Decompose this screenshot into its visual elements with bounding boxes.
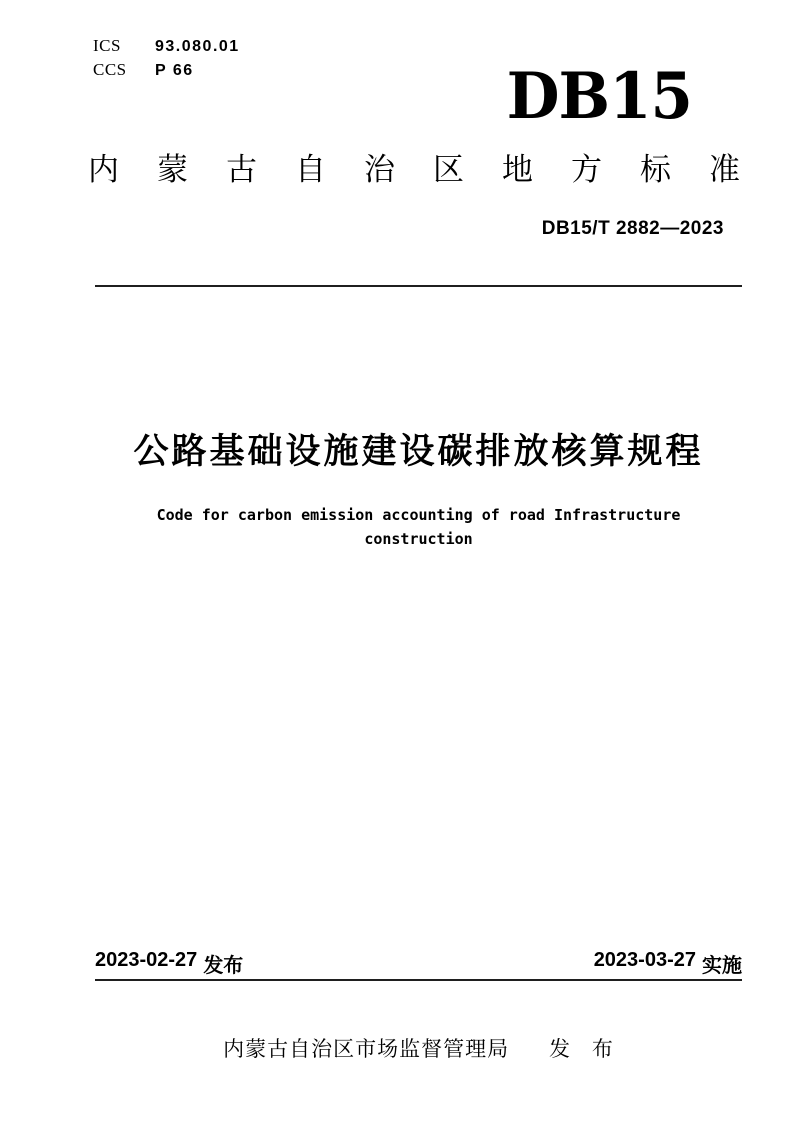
issuer-line	[95, 1033, 742, 1063]
dates-row	[95, 949, 742, 978]
ccs-value: P 66	[155, 62, 194, 79]
bottom-divider-line	[95, 979, 742, 981]
db15-logo: DB15	[506, 59, 692, 134]
standard-category-title: 内 蒙 古 自 治 区 地 方 标 准	[88, 152, 740, 187]
ccs-label: CCS	[93, 60, 127, 79]
ics-code-row	[93, 34, 240, 58]
implementation-date-item	[594, 949, 742, 978]
issuer-name: 内蒙古自治区市场监督管理局	[223, 1038, 510, 1061]
document-title-en-line1: Code for carbon emission accounting of road Infrastructure	[156, 506, 681, 524]
document-title-en	[95, 503, 742, 551]
top-divider-line	[95, 285, 742, 287]
implementation-label: 实施	[702, 955, 742, 977]
ics-label: ICS	[93, 36, 121, 55]
classification-codes	[93, 34, 240, 82]
ccs-code-row	[93, 58, 240, 82]
issuer-action: 发 布	[549, 1038, 614, 1061]
implementation-date: 2023-03-27	[593, 949, 696, 971]
standard-code: DB15/T 2882—2023	[541, 218, 724, 239]
ics-value: 93.080.01	[155, 38, 240, 55]
release-date: 2023-02-27	[95, 949, 198, 971]
document-title-en-line2: construction	[364, 530, 473, 548]
release-date-item	[95, 949, 243, 978]
release-label: 发布	[203, 955, 244, 977]
document-title-zh: 公路基础设施建设碳排放核算规程	[133, 432, 704, 471]
